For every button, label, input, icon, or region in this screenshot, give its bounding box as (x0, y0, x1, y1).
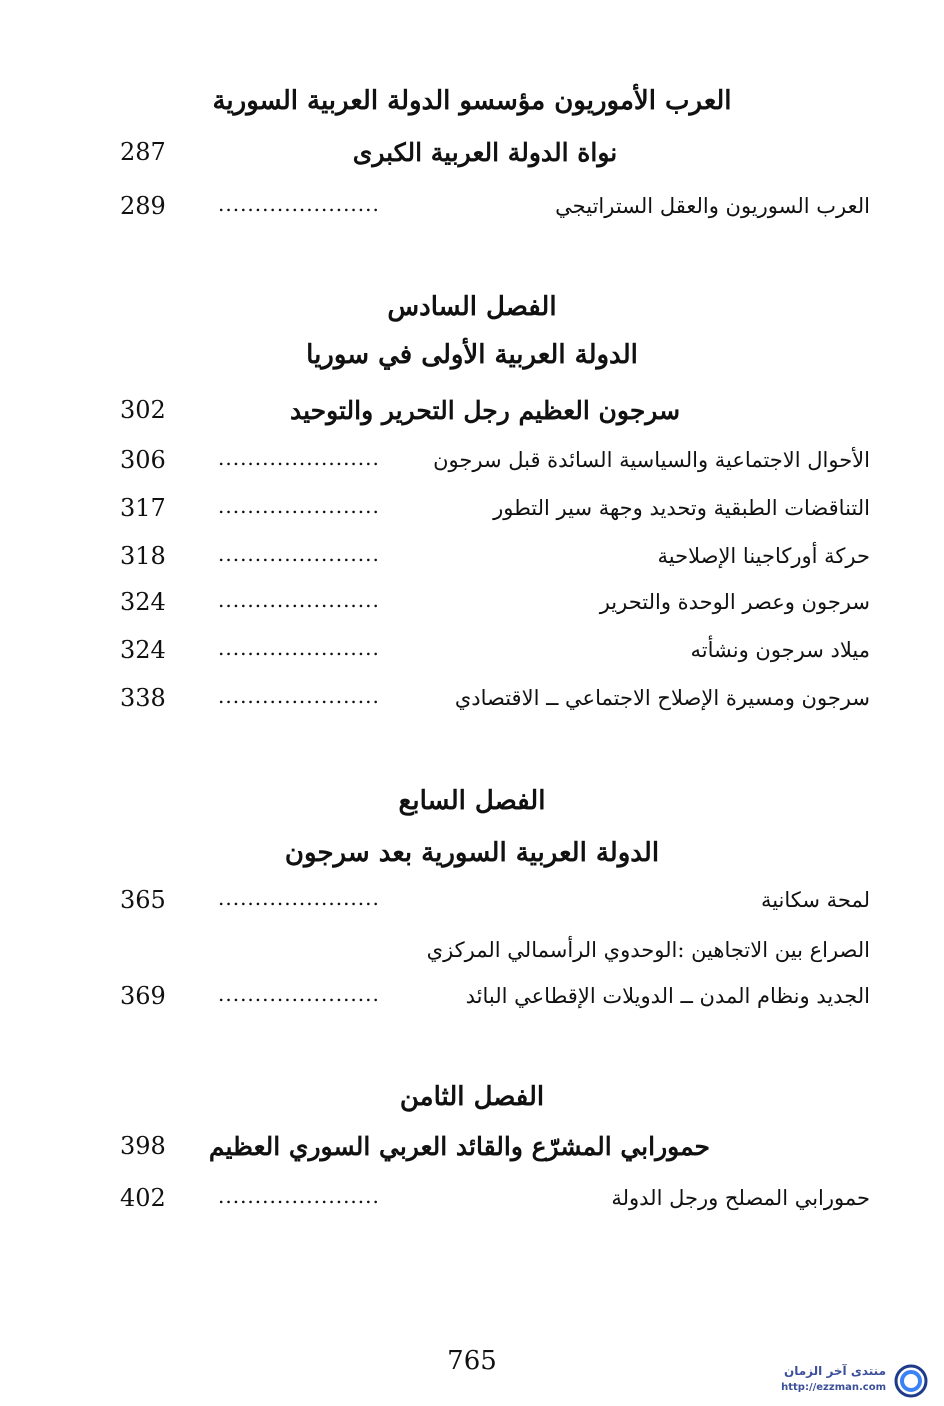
toc-title-row[interactable] (110, 396, 870, 436)
toc-entry[interactable] (110, 1184, 870, 1224)
page-number: 302 (120, 396, 166, 424)
dot-leader: ...................... (218, 982, 380, 1006)
section-heading: الدولة العربية الأولى في سوريا (306, 340, 638, 370)
toc-entry-text: العرب السوريون والعقل الستراتيجي (555, 194, 870, 218)
page-number: 398 (120, 1132, 166, 1160)
toc-entry[interactable] (110, 886, 870, 926)
toc-title: حمورابي المشرّع والقائد العربي السوري العظيم (208, 1132, 710, 1161)
page-number: 338 (120, 684, 166, 712)
chapter-label: الفصل السابع (398, 786, 546, 816)
page-number: 402 (120, 1184, 166, 1212)
toc-entry-text: لمحة سكانية (760, 888, 870, 912)
section-heading: العرب الأموريون مؤسسو الدولة العربية السورية (212, 86, 732, 116)
dot-leader: ...................... (218, 684, 380, 708)
toc-entry[interactable] (110, 494, 870, 534)
page-number: 318 (120, 542, 166, 570)
page-number: 306 (120, 446, 166, 474)
dot-leader: ...................... (218, 1184, 380, 1208)
toc-entry-text: حمورابي المصلح ورجل الدولة (611, 1186, 870, 1210)
toc-entry[interactable] (110, 684, 870, 724)
watermark-logo-icon (894, 1364, 928, 1398)
toc-title: نواة الدولة العربية الكبرى (352, 138, 618, 167)
toc-title: سرجون العظيم رجل التحرير والتوحيد (289, 396, 681, 425)
page-number: 287 (120, 138, 166, 166)
chapter-label: الفصل الثامن (399, 1082, 545, 1112)
toc-title-row[interactable] (110, 138, 870, 178)
toc-entry-text: سرجون ومسيرة الإصلاح الاجتماعي ــ الاقتصادي (454, 686, 870, 710)
toc-entry-text: الأحوال الاجتماعية والسياسية السائدة قبل سرجون (433, 448, 870, 472)
dot-leader: ...................... (218, 542, 380, 566)
watermark-url: http://ezzman.com (781, 1382, 886, 1393)
toc-entry-text: التناقضات الطبقية وتحديد وجهة سير التطور (493, 496, 870, 520)
page-number: 289 (120, 192, 166, 220)
dot-leader: ...................... (218, 886, 380, 910)
toc-entry-text: الصراع بين الاتجاهين :الوحدوي الرأسمالي المركزي (426, 938, 870, 962)
dot-leader: ...................... (218, 636, 380, 660)
watermark (732, 1362, 932, 1402)
toc-entry-text: حركة أوركاجينا الإصلاحية (657, 544, 870, 568)
toc-title-row[interactable] (110, 1132, 870, 1172)
dot-leader: ...................... (218, 588, 380, 612)
toc-entry[interactable] (110, 542, 870, 582)
toc-entry-text: الجديد ونظام المدن ــ الدويلات الإقطاعي البائد (465, 984, 870, 1008)
toc-entry[interactable] (110, 982, 870, 1022)
toc-entry-text: سرجون وعصر الوحدة والتحرير (599, 590, 870, 614)
dot-leader: ...................... (218, 446, 380, 470)
page-number: 317 (120, 494, 166, 522)
watermark-name: منتدى آخر الزمان (784, 1364, 886, 1378)
dot-leader: ...................... (218, 494, 380, 518)
page-number: 369 (120, 982, 166, 1010)
toc-entry[interactable] (110, 192, 870, 232)
toc-entry[interactable] (110, 936, 870, 976)
dot-leader: ...................... (218, 192, 380, 216)
page-number: 324 (120, 588, 166, 616)
toc-entry-text: ميلاد سرجون ونشأته (690, 638, 870, 662)
section-heading: الدولة العربية السورية بعد سرجون (284, 838, 660, 868)
page-number: 365 (120, 886, 166, 914)
toc-entry[interactable] (110, 588, 870, 628)
chapter-label: الفصل السادس (387, 292, 557, 322)
toc-entry[interactable] (110, 636, 870, 676)
page-number: 324 (120, 636, 166, 664)
footer-page-number: 765 (447, 1346, 497, 1376)
toc-entry[interactable] (110, 446, 870, 486)
